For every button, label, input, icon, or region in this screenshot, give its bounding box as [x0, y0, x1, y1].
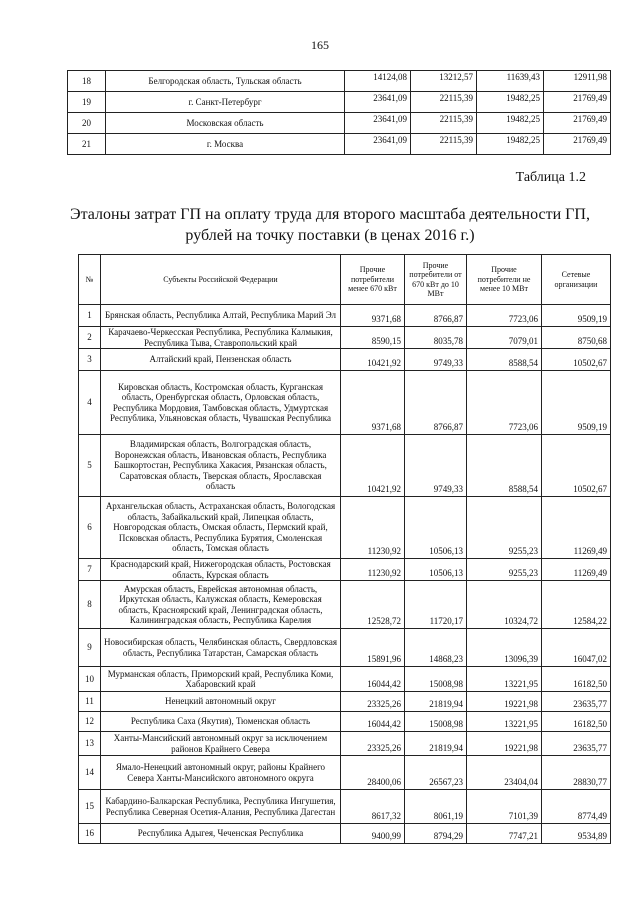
value-cell: 12584,22 [542, 581, 611, 629]
subject-cell: Белгородская область, Тульская область [106, 71, 345, 92]
value-cell: 21769,49 [544, 113, 611, 134]
value-cell: 19482,25 [477, 134, 544, 155]
value-cell: 21819,94 [405, 692, 467, 712]
value-cell: 8035,78 [405, 327, 467, 349]
value-cell: 16182,50 [542, 712, 611, 732]
value-cell: 9749,33 [405, 349, 467, 371]
table-row [79, 712, 611, 732]
value-cell: 9509,19 [542, 371, 611, 435]
header-num: № [79, 255, 101, 305]
value-cell: 13096,39 [467, 629, 542, 667]
header-c4: Сетевые организации [542, 255, 611, 305]
subject-cell: Ямало-Ненецкий автономный округ, районы Крайнего Севера Ханты-Мансийского автономного округа [101, 756, 341, 790]
value-cell: 12911,98 [544, 71, 611, 92]
row-number: 19 [68, 92, 106, 113]
value-cell: 8061,19 [405, 790, 467, 824]
table-title-line-1: Эталоны затрат ГП на оплату труда для второго масштаба деятельности ГП, [70, 206, 590, 223]
value-cell: 21769,49 [544, 134, 611, 155]
row-number: 7 [79, 559, 101, 581]
value-cell: 11639,43 [477, 71, 544, 92]
value-cell: 12528,72 [341, 581, 405, 629]
value-cell: 15008,98 [405, 667, 467, 692]
value-cell: 19221,98 [467, 692, 542, 712]
subject-cell: Алтайский край, Пензенская область [101, 349, 341, 371]
value-cell: 9509,19 [542, 305, 611, 327]
table-row [79, 435, 611, 497]
table-row [79, 790, 611, 824]
row-number: 3 [79, 349, 101, 371]
table-row [68, 92, 611, 113]
table-row [79, 756, 611, 790]
value-cell: 23404,04 [467, 756, 542, 790]
row-number: 11 [79, 692, 101, 712]
value-cell: 8794,29 [405, 824, 467, 844]
value-cell: 8590,15 [341, 327, 405, 349]
value-cell: 16047,02 [542, 629, 611, 667]
row-number: 20 [68, 113, 106, 134]
value-cell: 13212,57 [411, 71, 477, 92]
value-cell: 15891,96 [341, 629, 405, 667]
value-cell: 10324,72 [467, 581, 542, 629]
value-cell: 9534,89 [542, 824, 611, 844]
subject-cell: г. Москва [106, 134, 345, 155]
table-row [68, 134, 611, 155]
value-cell: 21819,94 [405, 732, 467, 756]
row-number: 16 [79, 824, 101, 844]
value-cell: 10502,67 [542, 349, 611, 371]
table-row [79, 824, 611, 844]
table-row [79, 581, 611, 629]
value-cell: 8750,68 [542, 327, 611, 349]
value-cell: 9749,33 [405, 435, 467, 497]
value-cell: 8588,54 [467, 349, 542, 371]
value-cell: 7101,39 [467, 790, 542, 824]
value-cell: 10506,13 [405, 559, 467, 581]
value-cell: 23641,09 [345, 92, 411, 113]
header-c1: Прочие потребители менее 670 кВт [341, 255, 405, 305]
value-cell: 10506,13 [405, 497, 467, 559]
value-cell: 11720,17 [405, 581, 467, 629]
value-cell: 22115,39 [411, 92, 477, 113]
value-cell: 13221,95 [467, 667, 542, 692]
header-c3: Прочие потребители не менее 10 МВт [467, 255, 542, 305]
value-cell: 9371,68 [341, 305, 405, 327]
row-number: 12 [79, 712, 101, 732]
value-cell: 7747,21 [467, 824, 542, 844]
value-cell: 14868,23 [405, 629, 467, 667]
table-row [79, 497, 611, 559]
value-cell: 13221,95 [467, 712, 542, 732]
value-cell: 28400,06 [341, 756, 405, 790]
value-cell: 16044,42 [341, 667, 405, 692]
subject-cell: Амурская область, Еврейская автономная область, Иркутская область, Калужская область, Кемеровская область, Красноярский край, Ленинградская область, Калининградская область, Республика Карелия [101, 581, 341, 629]
value-cell: 23641,09 [345, 134, 411, 155]
row-number: 9 [79, 629, 101, 667]
value-cell: 8588,54 [467, 435, 542, 497]
value-cell: 7723,06 [467, 305, 542, 327]
table-row [79, 559, 611, 581]
table-row [79, 305, 611, 327]
value-cell: 10502,67 [542, 435, 611, 497]
value-cell: 11269,49 [542, 559, 611, 581]
row-number: 15 [79, 790, 101, 824]
value-cell: 8774,49 [542, 790, 611, 824]
value-cell: 15008,98 [405, 712, 467, 732]
row-number: 18 [68, 71, 106, 92]
row-number: 4 [79, 371, 101, 435]
value-cell: 9255,23 [467, 559, 542, 581]
row-number: 6 [79, 497, 101, 559]
subject-cell: Кировская область, Костромская область, Курганская область, Оренбургская область, Орловская область, Республика Мордовия, Тамбовская область, Удмуртская Республика, Ульяновская область, Чувашская Республика [101, 371, 341, 435]
value-cell: 22115,39 [411, 134, 477, 155]
value-cell: 19482,25 [477, 92, 544, 113]
subject-cell: Кабардино-Балкарская Республика, Республика Ингушетия, Республика Северная Осетия-Алания, Республика Дагестан [101, 790, 341, 824]
table-row [68, 71, 611, 92]
value-cell: 9371,68 [341, 371, 405, 435]
row-number: 13 [79, 732, 101, 756]
subject-cell: Архангельская область, Астраханская область, Вологодская область, Забайкальский край, Липецкая область, Новгородская область, Омская область, Пермский край, Псковская область, Республика Бурятия, Смоленская область, Томская область [101, 497, 341, 559]
value-cell: 23325,26 [341, 692, 405, 712]
row-number: 2 [79, 327, 101, 349]
value-cell: 19482,25 [477, 113, 544, 134]
value-cell: 9400,99 [341, 824, 405, 844]
value-cell: 16182,50 [542, 667, 611, 692]
row-number: 14 [79, 756, 101, 790]
subject-cell: Республика Саха (Якутия), Тюменская область [101, 712, 341, 732]
subject-cell: Новосибирская область, Челябинская область, Свердловская область, Республика Татарстан, Самарская область [101, 629, 341, 667]
subject-cell: Брянская область, Республика Алтай, Республика Марий Эл [101, 305, 341, 327]
table-title [60, 204, 600, 246]
row-number: 1 [79, 305, 101, 327]
value-cell: 11230,92 [341, 497, 405, 559]
header-row [79, 255, 611, 305]
subject-cell: Республика Адыгея, Чеченская Республика [101, 824, 341, 844]
value-cell: 8766,87 [405, 371, 467, 435]
table-row [68, 113, 611, 134]
value-cell: 19221,98 [467, 732, 542, 756]
value-cell: 14124,08 [345, 71, 411, 92]
row-number: 5 [79, 435, 101, 497]
table-row [79, 349, 611, 371]
value-cell: 23641,09 [345, 113, 411, 134]
table-title-line-2: рублей на точку поставки (в ценах 2016 г.) [185, 227, 475, 244]
value-cell: 8617,32 [341, 790, 405, 824]
value-cell: 26567,23 [405, 756, 467, 790]
subject-cell: Мурманская область, Приморский край, Республика Коми, Хабаровский край [101, 667, 341, 692]
value-cell: 11269,49 [542, 497, 611, 559]
header-c2: Прочие потребители от 670 кВт до 10 МВт [405, 255, 467, 305]
subject-cell: Московская область [106, 113, 345, 134]
value-cell: 10421,92 [341, 349, 405, 371]
subject-cell: Владимирская область, Волгоградская область, Воронежская область, Ивановская область, Республика Башкортостан, Республика Хакасия, Рязанская область, Саратовская область, Тверская область, Ярославская область [101, 435, 341, 497]
table-row [79, 371, 611, 435]
value-cell: 9255,23 [467, 497, 542, 559]
value-cell: 7079,01 [467, 327, 542, 349]
table-caption: Таблица 1.2 [515, 170, 586, 185]
value-cell: 23325,26 [341, 732, 405, 756]
subject-cell: Ханты-Мансийский автономный округ за исключением районов Крайнего Севера [101, 732, 341, 756]
table-row [79, 692, 611, 712]
page-number: 165 [311, 38, 329, 52]
value-cell: 23635,77 [542, 692, 611, 712]
value-cell: 21769,49 [544, 92, 611, 113]
row-number: 8 [79, 581, 101, 629]
table-row [79, 667, 611, 692]
value-cell: 16044,42 [341, 712, 405, 732]
table-row [79, 327, 611, 349]
value-cell: 11230,92 [341, 559, 405, 581]
subject-cell: Краснодарский край, Нижегородская область, Ростовская область, Курская область [101, 559, 341, 581]
value-cell: 8766,87 [405, 305, 467, 327]
row-number: 10 [79, 667, 101, 692]
subject-cell: Карачаево-Черкесская Республика, Республика Калмыкия, Республика Тыва, Ставропольский край [101, 327, 341, 349]
value-cell: 23635,77 [542, 732, 611, 756]
row-number: 21 [68, 134, 106, 155]
subject-cell: г. Санкт-Петербург [106, 92, 345, 113]
table-row [79, 732, 611, 756]
table-row [79, 629, 611, 667]
main-table [78, 254, 611, 844]
value-cell: 22115,39 [411, 113, 477, 134]
value-cell: 10421,92 [341, 435, 405, 497]
continuation-table [67, 70, 611, 155]
header-subject: Субъекты Российской Федерации [101, 255, 341, 305]
value-cell: 28830,77 [542, 756, 611, 790]
subject-cell: Ненецкий автономный округ [101, 692, 341, 712]
value-cell: 7723,06 [467, 371, 542, 435]
